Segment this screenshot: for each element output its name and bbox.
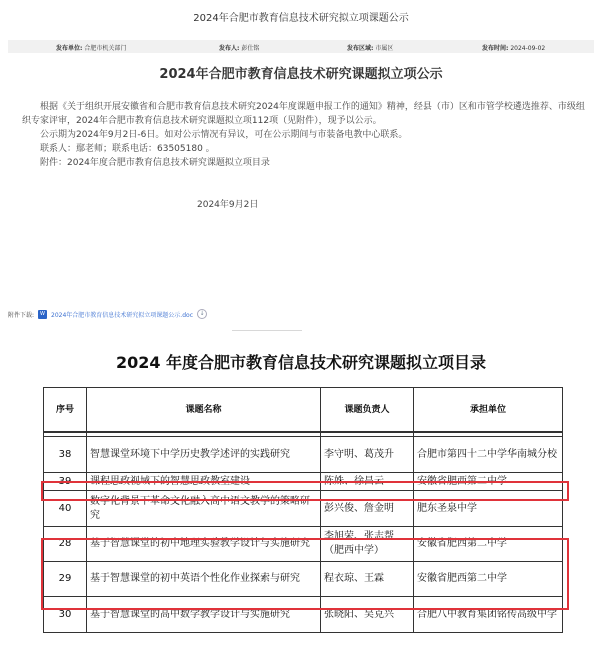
article-paragraph-2: 公示期为2024年9月2日-6日。如对公示情况有异议，可在公示期间与市装备电教中心联系。 [40,130,408,140]
word-doc-icon: W [38,310,47,319]
project-table [43,387,563,633]
row-unit: 合肥市第四十二中学华南城分校 [414,437,563,473]
row-no: 29 [44,562,87,597]
publish-region-label: 发布区域: [347,45,374,52]
attachment-row [8,309,207,319]
publish-region-value: 市属区 [375,45,394,52]
row-leader: 李旭荣、张志帮（肥西中学） [321,527,414,562]
divider [232,330,302,331]
article-contact: 联系人：鄢老师；联系电话：63505180 。 [40,144,215,154]
publish-unit-label: 发布单位: [56,45,83,52]
row-no: 39 [44,473,87,491]
page-title: 2024年合肥市教育信息技术研究拟立项课题公示 [193,13,409,24]
row-leader: 彭兴俊、詹金明 [321,491,414,527]
row-name: 基于智慧课堂的初中地理实验教学设计与实施研究 [87,527,321,562]
row-name: 课程思政视域下的智慧思政教室建设 [87,473,321,491]
publisher [219,43,259,52]
header-name: 课题名称 [87,388,321,433]
header-no: 序号 [44,388,87,433]
row-leader: 程衣琼、王霖 [321,562,414,597]
row-unit: 安徽省肥西第二中学 [414,527,563,562]
list-title: 2024 年度合肥市教育信息技术研究课题拟立项目录 [115,353,487,372]
row-leader: 陈姝、徐昌云 [321,473,414,491]
article-paragraph-1: 根据《关于组织开展安徽省和合肥市教育信息技术研究2024年度课题申报工作的通知》精神，经县（市）区和市管学校遴选推荐、市级组织专家评审，2024年合肥市教育信息技术研究课题拟立项112项（见附件），现予以公示。 [22,102,585,126]
publisher-value: 彭仕铭 [241,45,260,52]
row-no: 28 [44,527,87,562]
publish-time-label: 发布时间: [482,45,509,52]
row-name: 基于智慧课堂的高中数学教学设计与实施研究 [87,597,321,633]
article-date: 2024年9月2日 [197,200,259,210]
table-row [44,491,563,527]
table-row [44,597,563,633]
row-name: 数字化背景下革命文化融入高中语文教学的策略研究 [87,491,321,527]
row-unit: 安徽省肥西第二中学 [414,562,563,597]
article-attachment-note: 附件：2024年度合肥市教育信息技术研究课题拟立项目录 [40,158,270,168]
row-unit: 安徽省肥西第二中学 [414,473,563,491]
attachment-link[interactable]: 2024年合肥市教育信息技术研究拟立项课题公示.doc [51,311,193,319]
row-unit: 合肥八中教育集团铭传高级中学 [414,597,563,633]
table-header-row [44,388,563,433]
publish-region [347,43,393,52]
header-leader: 课题负责人 [321,388,414,433]
row-no: 38 [44,437,87,473]
table-row [44,437,563,473]
row-no: 40 [44,491,87,527]
table-row [44,473,563,491]
publish-unit-value: 合肥市机关部门 [84,45,127,52]
publish-meta-bar [8,40,594,53]
row-name: 基于智慧课堂的初中英语个性化作业探索与研究 [87,562,321,597]
attachment-label: 附件下载: [8,311,35,319]
publish-time [482,43,545,52]
article-heading: 2024年合肥市教育信息技术研究课题拟立项公示 [159,67,443,82]
header-unit: 承担单位 [414,388,563,433]
row-name: 智慧课堂环境下中学历史教学述评的实践研究 [87,437,321,473]
publisher-label: 发布人: [219,45,240,52]
table-row [44,562,563,597]
download-icon[interactable]: ↓ [197,309,207,319]
publish-unit [56,43,126,52]
row-unit: 肥东圣泉中学 [414,491,563,527]
table-row [44,527,563,562]
row-no: 30 [44,597,87,633]
row-leader: 张晓阳、吴克兴 [321,597,414,633]
article-body [22,100,592,170]
publish-time-value: 2024-09-02 [510,45,546,52]
row-leader: 李守明、葛茂升 [321,437,414,473]
